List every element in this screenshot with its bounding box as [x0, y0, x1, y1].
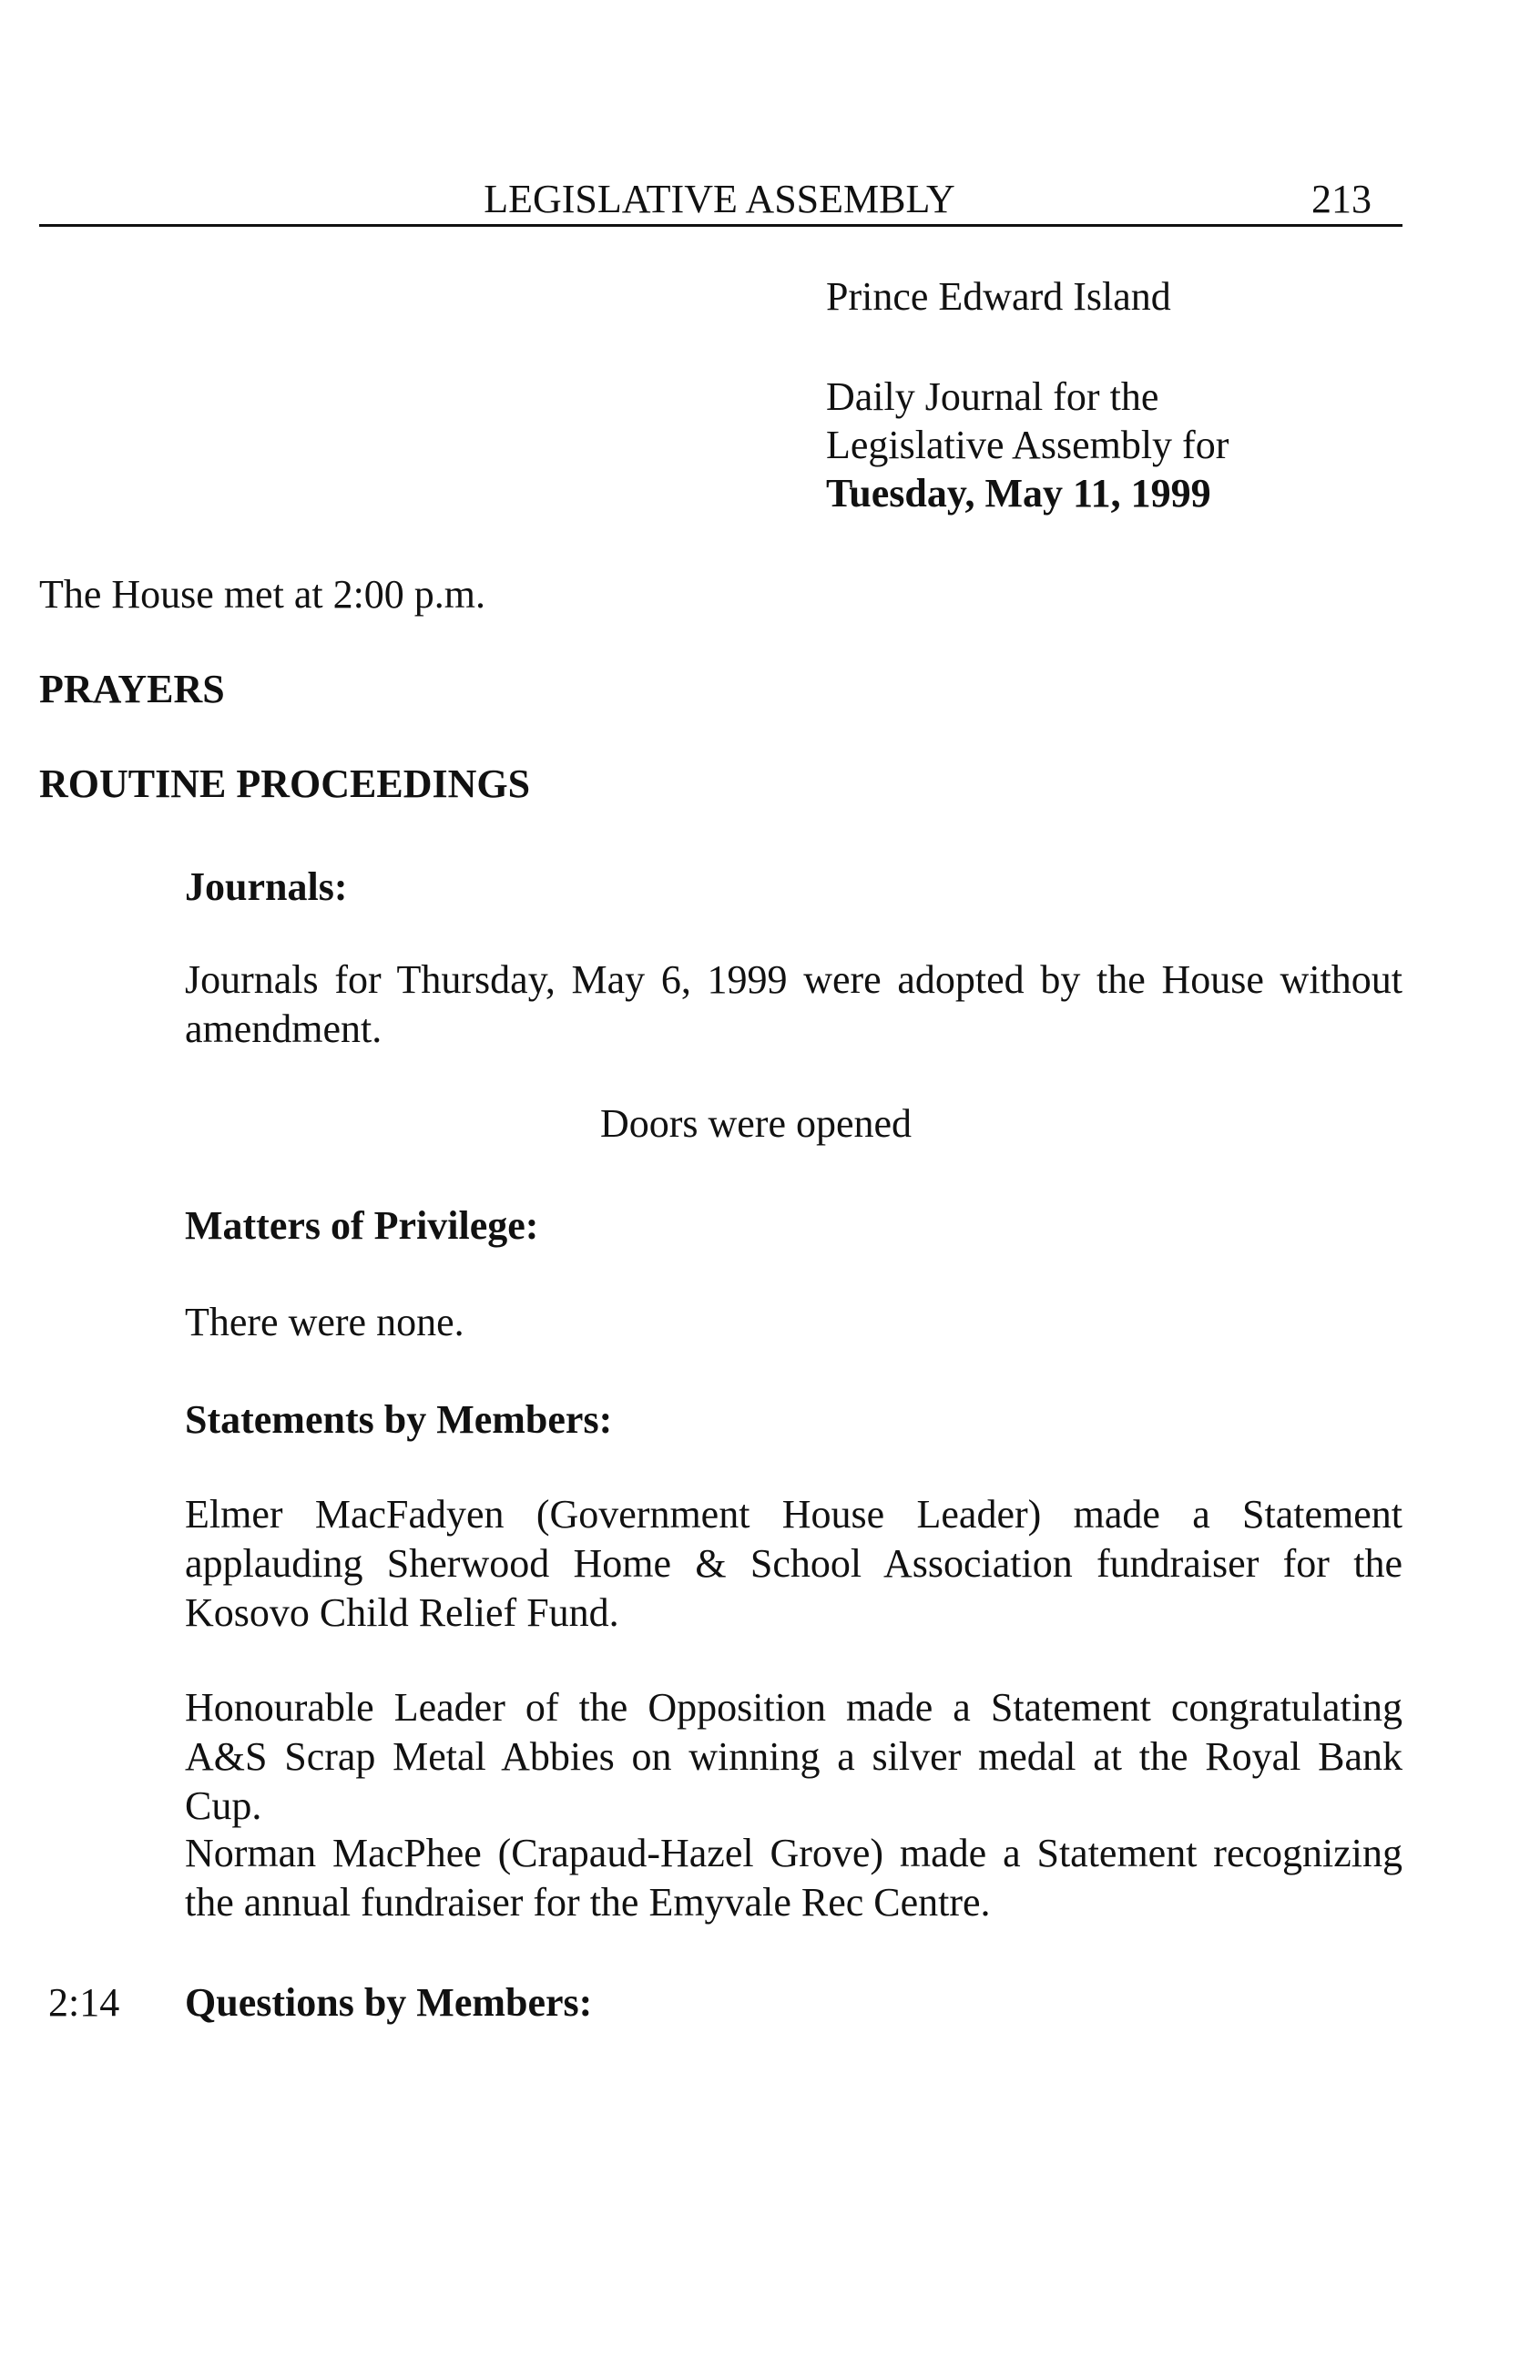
statement-paragraph: Norman MacPhee (Crapaud-Hazel Grove) made a Statement recognizing the annual fundraiser for the Emyvale Rec Centre. — [185, 1831, 1402, 1925]
doors-opened-note: Doors were opened — [599, 1101, 913, 1146]
journal-title-line-2: Legislative Assembly for — [826, 423, 1229, 467]
journal-date: Tuesday, May 11, 1999 — [826, 471, 1211, 516]
province-name: Prince Edward Island — [826, 274, 1171, 319]
journal-title-line-1: Daily Journal for the — [826, 374, 1159, 419]
journals-text: Journals for Thursday, May 6, 1999 were adopted by the House without amendment. — [185, 957, 1402, 1051]
statement-paragraph: Elmer MacFadyen (Government House Leader) made a Statement applauding Sherwood Home & School Association fundraiser for the Kosovo Child Relief Fund. — [185, 1492, 1402, 1635]
statements-heading: Statements by Members: — [185, 1397, 613, 1442]
privilege-text: There were none. — [185, 1300, 464, 1344]
statement-paragraph: Honourable Leader of the Opposition made a Statement congratulating A&S Scrap Metal Abbies on winning a silver medal at the Royal Bank Cup. — [185, 1685, 1402, 1828]
header-rule — [39, 224, 1402, 227]
journals-heading: Journals: — [185, 864, 348, 909]
prayers-heading: PRAYERS — [39, 667, 225, 711]
routine-proceedings-heading: ROUTINE PROCEEDINGS — [39, 761, 531, 806]
house-met-line: The House met at 2:00 p.m. — [39, 572, 486, 617]
privilege-heading: Matters of Privilege: — [185, 1203, 539, 1248]
header-title: LEGISLATIVE ASSEMBLY — [484, 177, 955, 221]
page-number: 213 — [1311, 177, 1372, 221]
questions-time: 2:14 — [48, 1980, 120, 2025]
questions-heading: Questions by Members: — [185, 1980, 593, 2025]
